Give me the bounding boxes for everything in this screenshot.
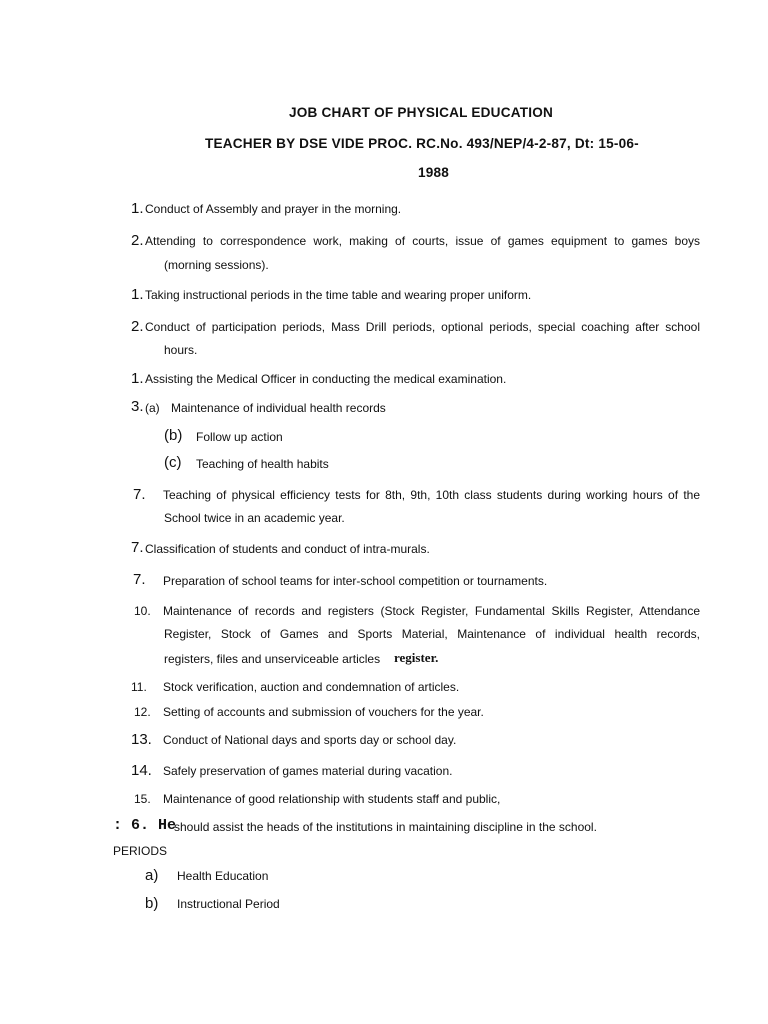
item-number: 3.	[131, 398, 144, 415]
item-text: Teaching of health habits	[196, 457, 329, 471]
item-text-continued: hours.	[164, 343, 198, 357]
item-text: Classification of students and conduct of intra-murals.	[145, 542, 430, 556]
item-text: Conduct of Assembly and prayer in the morning.	[145, 202, 402, 216]
item-sub-letter: (c)	[164, 454, 182, 471]
item-sub-letter: (a)	[145, 401, 160, 415]
item-text: Maintenance of records and registers (Stock Register, Fundamental Skills Register, Attendance	[163, 604, 700, 618]
item-text: Preparation of school teams for inter-school competition or tournaments.	[163, 574, 548, 588]
item-text: Maintenance of individual health records	[171, 401, 386, 415]
item-number: 1.	[131, 286, 144, 303]
item-number: 1.	[131, 370, 144, 387]
item-number: 10.	[134, 604, 151, 618]
item-number: 2.	[131, 232, 144, 249]
period-letter: b)	[145, 895, 159, 912]
item-text: Attending to correspondence work, making of courts, issue of games equipment to games boys	[145, 234, 700, 248]
period-letter: a)	[145, 867, 159, 884]
item-number: 7.	[133, 486, 146, 503]
item-number: 11.	[131, 680, 147, 694]
item-text-continued: School twice in an academic year.	[164, 511, 345, 525]
page-title-line1: JOB CHART OF PHYSICAL EDUCATION	[289, 105, 553, 120]
item-text-continued: (morning sessions).	[164, 258, 269, 272]
item-number: 7.	[131, 539, 144, 556]
item-text-continued: Register, Stock of Games and Sports Material, Maintenance of individual health records,	[164, 627, 700, 641]
item-text: Conduct of National days and sports day or school day.	[163, 733, 457, 747]
item-number: : 6. He	[113, 817, 177, 834]
item-text: Taking instructional periods in the time table and wearing proper uniform.	[145, 288, 532, 302]
item-text-continued-2: registers, files and unserviceable articles	[164, 652, 381, 666]
item-text-continued-tail: register.	[394, 650, 439, 665]
item-text: Assisting the Medical Officer in conducting the medical examination.	[145, 372, 507, 386]
item-text: Maintenance of good relationship with students staff and public,	[163, 792, 501, 806]
item-text: Conduct of participation periods, Mass Drill periods, optional periods, special coaching after school	[145, 320, 700, 334]
item-text: should assist the heads of the institutions in maintaining discipline in the school.	[174, 820, 597, 834]
item-number: 14.	[131, 762, 152, 779]
item-text: Teaching of physical efficiency tests for 8th, 9th, 10th class students during working hours of the	[163, 488, 700, 502]
item-number: 1.	[131, 200, 144, 217]
item-number: 7.	[133, 571, 146, 588]
item-number: 2.	[131, 318, 144, 335]
item-text: Safely preservation of games material during vacation.	[163, 764, 453, 778]
item-number: 15.	[134, 792, 151, 806]
page-title-line3: 1988	[418, 165, 450, 180]
periods-heading: PERIODS	[113, 844, 168, 858]
item-sub-letter: (b)	[164, 427, 183, 444]
period-text: Instructional Period	[177, 897, 280, 911]
item-text: Stock verification, auction and condemnation of articles.	[163, 680, 460, 694]
page-title-line2: TEACHER BY DSE VIDE PROC. RC.No. 493/NEP/4-2-87, Dt: 15-06-	[205, 136, 639, 151]
period-text: Health Education	[177, 869, 269, 883]
item-text: Follow up action	[196, 430, 283, 444]
item-text: Setting of accounts and submission of vouchers for the year.	[163, 705, 484, 719]
item-number: 12.	[134, 705, 151, 719]
item-number: 13.	[131, 731, 152, 748]
